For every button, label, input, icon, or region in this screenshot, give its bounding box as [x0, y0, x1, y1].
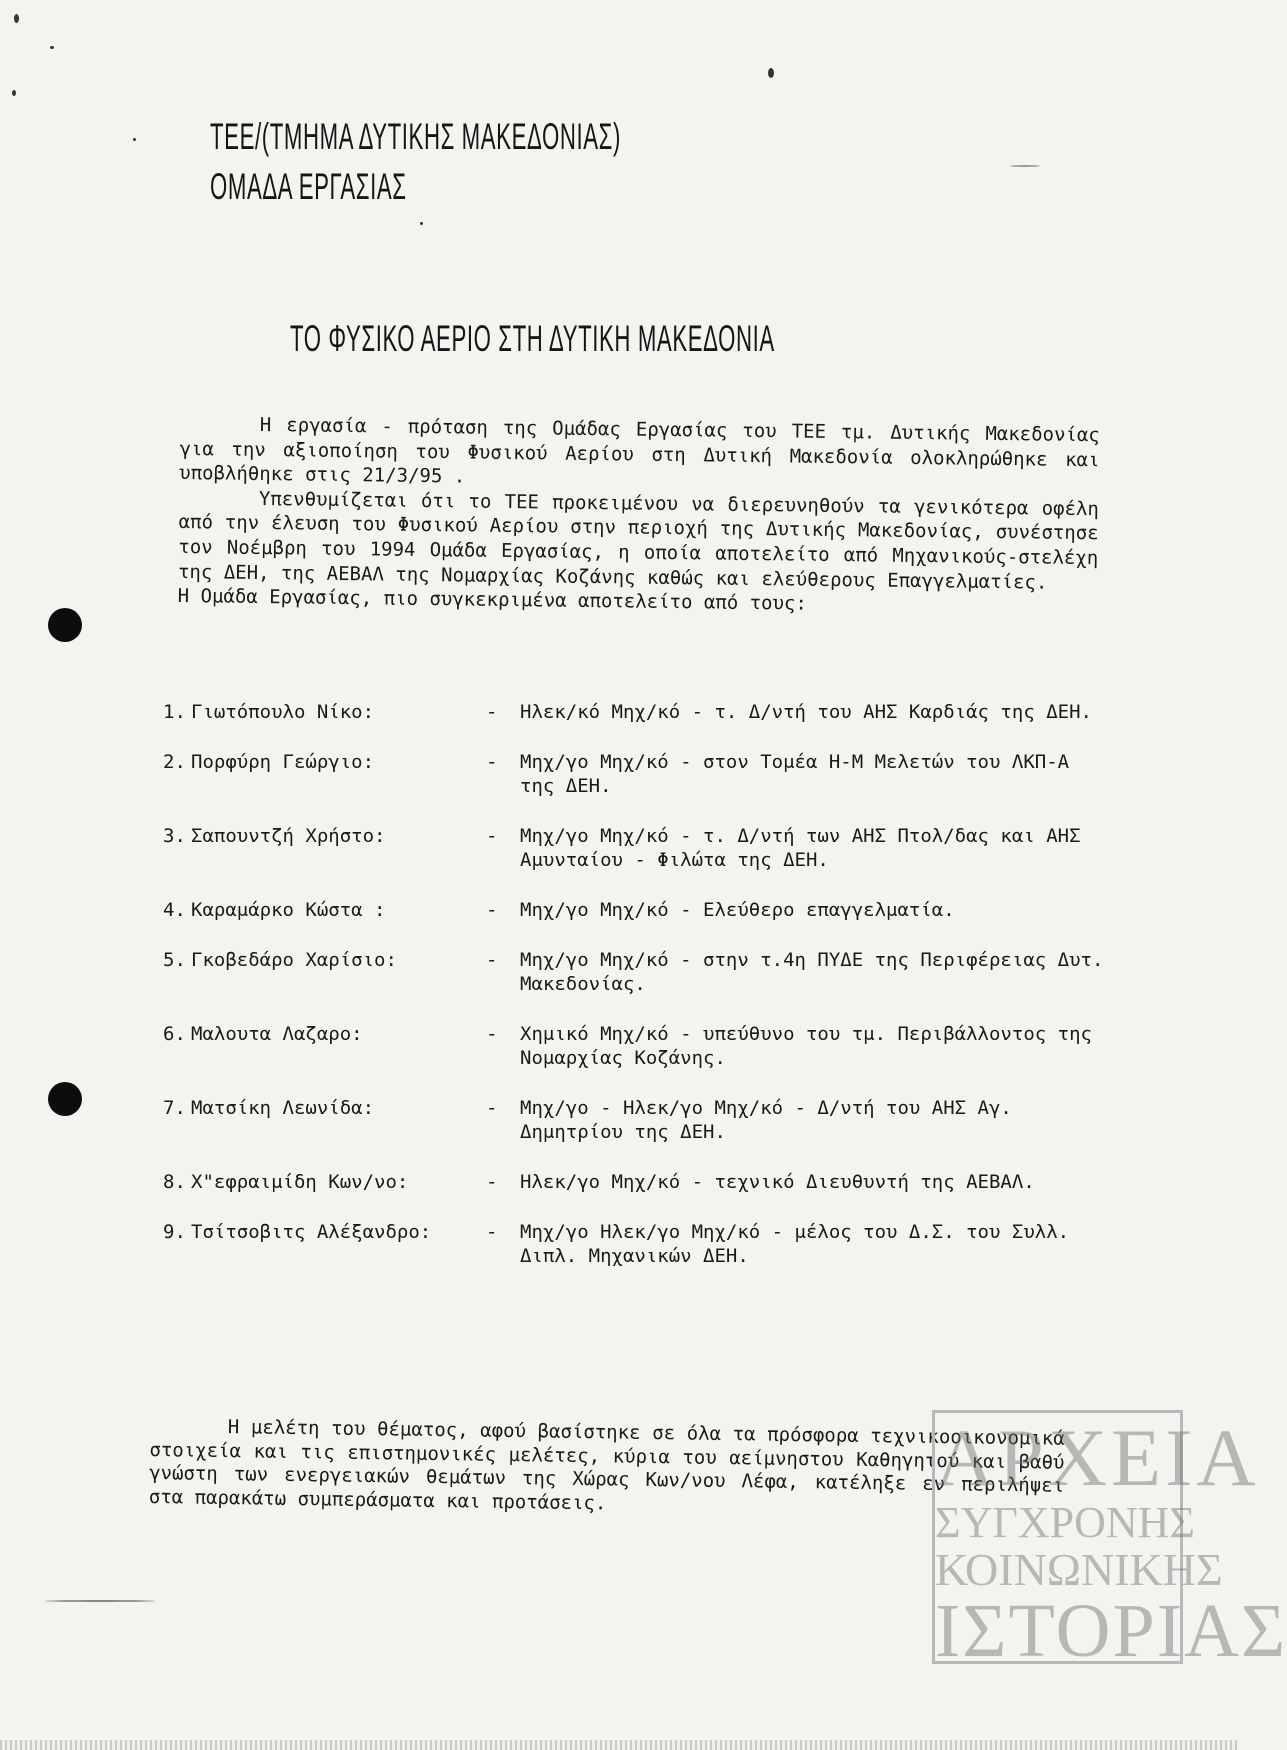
member-number: 3. — [163, 825, 186, 847]
document-title: ΤΟ ΦΥΣΙΚΟ ΑΕΡΙΟ ΣΤΗ ΔΥΤΙΚΗ ΜΑΚΕΔΟΝΙΑ — [290, 318, 775, 359]
header-organization: ΤΕΕ/(ΤΜΗΜΑ ΔΥΤΙΚΗΣ ΜΑΚΕΔΟΝΙΑΣ) — [210, 116, 621, 157]
scan-speck — [50, 46, 54, 49]
scan-speck — [45, 1600, 155, 1602]
member-dash: - — [486, 751, 498, 773]
intro-paragraph-3: Η Ομάδα Εργασίας, πιο συγκεκριμένα αποτελείτο από τους: — [177, 585, 807, 615]
header-working-group: ΟΜΑΔΑ ΕΡΓΑΣΙΑΣ — [210, 166, 407, 207]
member-name: Χ"εφραιμίδη Κων/νο: — [191, 1171, 409, 1193]
member-dash: - — [486, 1023, 498, 1045]
member-role: Ηλεκ/κό Μηχ/κό - τ. Δ/ντή του ΑΗΣ Καρδιάς της ΔΕΗ. — [520, 701, 1092, 723]
members-list — [163, 700, 1113, 1294]
member-role: Μηχ/γο Ηλεκ/γο Μηχ/κό - μέλος του Δ.Σ. του Συλλ. Διπλ. Μηχανικών ΔΕΗ. — [520, 1221, 1070, 1267]
member-dash: - — [486, 701, 498, 723]
archive-watermark-stamp — [932, 1410, 1287, 1673]
member-item — [163, 824, 1113, 872]
member-item — [163, 700, 1113, 724]
member-item — [163, 750, 1113, 798]
member-name: Ματσίκη Λεωνίδα: — [191, 1097, 375, 1119]
member-role: Χημικό Μηχ/κό - υπεύθυνο του τμ. Περιβάλλοντος της Νομαρχίας Κοζάνης. — [520, 1023, 1092, 1069]
member-item — [163, 1096, 1113, 1144]
stamp-line-4: ΙΣΤΟΡΙΑΣ — [935, 1589, 1287, 1673]
member-role: Μηχ/γο - Ηλεκ/γο Μηχ/κό - Δ/ντή του ΑΗΣ Αγ. Δημητρίου της ΔΕΗ. — [520, 1097, 1012, 1143]
stamp-line-1: ΑΡΧΕΙΑ — [935, 1412, 1260, 1503]
member-number: 6. — [163, 1023, 186, 1045]
punch-hole-mark — [48, 1082, 82, 1116]
intro-paragraph-1: Η εργασία - πρόταση της Ομάδας Εργασίας του ΤΕΕ τμ. Δυτικής Μακεδονίας για την αξιοποίηση του Φυσικού Αερίου στη Δυτική Μακεδονία ολοκληρώθηκε και υποβλήθηκε στις 21/3/95 . — [179, 413, 1100, 488]
member-name: Γιωτόπουλο Νίκο: — [191, 701, 375, 723]
member-name: Σαπουντζή Χρήστο: — [191, 825, 386, 847]
scan-speck — [14, 14, 19, 23]
stamp-line-2: ΣΥΓΧΡΟΝΗΣ — [935, 1498, 1196, 1547]
stamp-line-3: ΚΟΙΝΩΝΙΚΗΣ — [935, 1544, 1223, 1595]
member-name: Τσίτσοβιτς Αλέξανδρο: — [191, 1221, 432, 1243]
punch-hole-mark — [48, 608, 82, 642]
scan-speck — [1010, 165, 1040, 167]
member-name: Γκοβεδάρο Χαρίσιο: — [191, 949, 397, 971]
member-dash: - — [486, 899, 498, 921]
member-dash: - — [486, 825, 498, 847]
member-role: Μηχ/γο Μηχ/κό - τ. Δ/ντή των ΑΗΣ Πτολ/δας και ΑΗΣ Αμυνταίου - Φιλώτα της ΔΕΗ. — [520, 825, 1081, 871]
scan-speck — [420, 222, 423, 225]
intro-section — [178, 412, 1100, 620]
member-number: 4. — [163, 899, 186, 921]
member-dash: - — [486, 949, 498, 971]
conclusion-intro — [149, 1415, 1065, 1522]
member-dash: - — [486, 1171, 498, 1193]
member-number: 2. — [163, 751, 186, 773]
member-number: 1. — [163, 701, 186, 723]
member-item — [163, 1170, 1113, 1194]
member-number: 8. — [163, 1171, 186, 1193]
member-item — [163, 1220, 1113, 1268]
scan-speck — [768, 68, 774, 78]
member-number: 9. — [163, 1221, 186, 1243]
member-item — [163, 948, 1113, 996]
scan-speck — [133, 138, 136, 141]
member-number: 5. — [163, 949, 186, 971]
member-role: Μηχ/γο Μηχ/κό - στην τ.4η ΠΥΔΕ της Περιφέρειας Δυτ. Μακεδονίας. — [520, 949, 1104, 995]
member-item — [163, 898, 1113, 922]
member-name: Καραμάρκο Κώστα : — [191, 899, 386, 921]
member-dash: - — [486, 1097, 498, 1119]
member-name: Μαλουτα Λαζαρο: — [191, 1023, 363, 1045]
member-name: Πορφύρη Γεώργιο: — [191, 751, 375, 773]
document-header — [210, 112, 621, 212]
member-role: Μηχ/γο Μηχ/κό - Ελεύθερο επαγγελματία. — [520, 899, 955, 921]
outro-paragraph: Η μελέτη του θέματος, αφού βασίστηκε σε όλα τα πρόσφορα τεχνικοοικονομικά στοιχεία και τις επιστημονικές μελέτες, κύρια του αείμνηστου Καθηγητού και βαθύ γνώστη των ενεργειακών θεμάτων της Χώρας Κων/νου Λέφα, κατέληξε εν περιλήψει στα παρακάτω συμπεράσματα και προτάσεις. — [148, 1416, 1065, 1514]
scan-edge-noise — [0, 1740, 1238, 1750]
member-role: Ηλεκ/γο Μηχ/κό - τεχνικό Διευθυντή της ΑΕΒΑΛ. — [520, 1171, 1035, 1193]
intro-paragraph-2: Υπενθυμίζεται ότι το ΤΕΕ προκειμένου να διερευνηθούν τα γενικότερα οφέλη από την έλευση του Φυσικού Αερίου στην περιοχή της Δυτικής Μακεδονίας, συνέστησε τον Νοέμβρη του 1994 Ομάδα Εργασίας, η οποία αποτελείτο από Μηχανικούς-στελέχη της ΔΕΗ, της ΑΕΒΑΛ της Νομαρχίας Κοζάνης καθώς και ελεύθερους Επαγγελματίες. — [177, 487, 1100, 594]
member-number: 7. — [163, 1097, 186, 1119]
member-role: Μηχ/γο Μηχ/κό - στον Τομέα Η-Μ Μελετών του ΛΚΠ-Α της ΔΕΗ. — [520, 751, 1070, 797]
member-dash: - — [486, 1221, 498, 1243]
scan-speck — [12, 90, 16, 96]
member-item — [163, 1022, 1113, 1070]
